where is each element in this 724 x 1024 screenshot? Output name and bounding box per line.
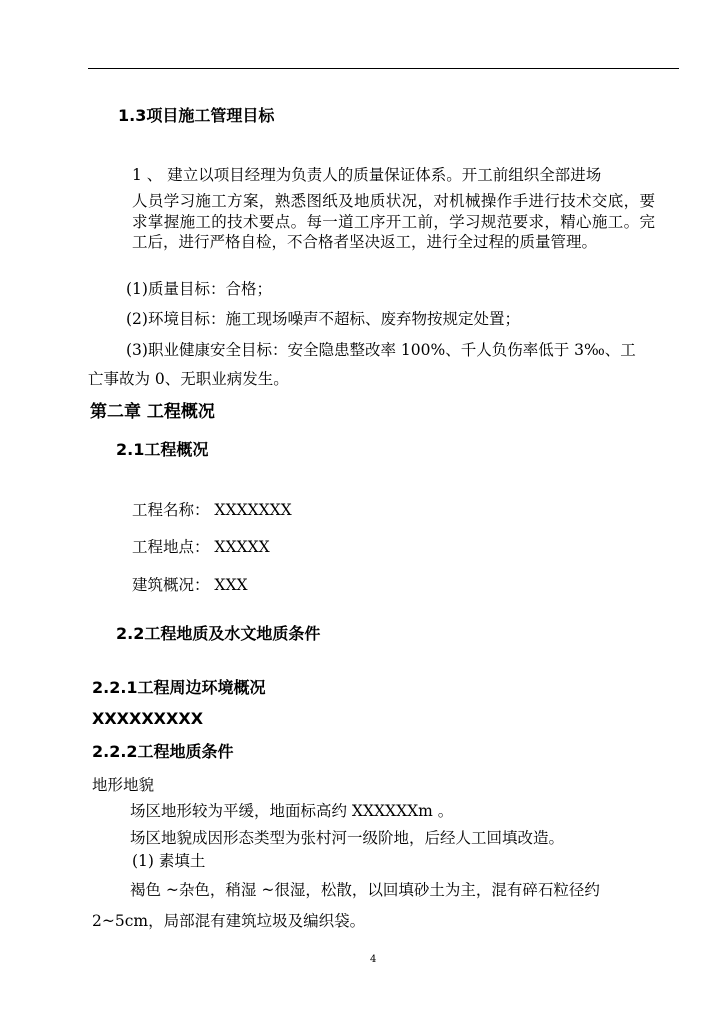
fill-soil-line2: 2~5cm，局部混有建筑垃圾及编织袋。 bbox=[92, 912, 366, 930]
section-heading-1-3: 1.3项目施工管理目标 bbox=[118, 106, 275, 125]
project-name: 工程名称： XXXXXXX bbox=[132, 501, 292, 519]
health-goal-line1: (3)职业健康安全目标：安全隐患整改率 100%、千人负伤率低于 3‰、工 bbox=[126, 341, 636, 359]
header-rule bbox=[88, 68, 679, 69]
project-location: 工程地点： XXXXX bbox=[132, 538, 270, 556]
section-heading-2-1: 2.1工程概况 bbox=[116, 440, 209, 459]
item1-first-line: 1 、 建立以项目经理为负责人的质量保证体系。开工前组织全部进场 bbox=[132, 166, 602, 184]
health-goal-line2: 亡事故为 0、无职业病发生。 bbox=[88, 370, 289, 388]
environment-goal: (2)环境目标：施工现场噪声不超标、废弃物按规定处置； bbox=[126, 310, 520, 328]
quality-goal: (1)质量目标：合格； bbox=[126, 280, 272, 298]
item1-paragraph: 人员学习施工方案，熟悉图纸及地质状况，对机械操作手进行技术交底，要求掌握施工的技术要点。每一道工序开工前，学习规范要求，精心施工。完工后，进行严格自检，不合格者坚决返工，进行全过程的质量管理。 bbox=[132, 192, 655, 251]
page-number: 4 bbox=[370, 954, 377, 965]
section-heading-2-2-1: 2.2.1工程周边环境概况 bbox=[92, 678, 266, 697]
environment-value: XXXXXXXXX bbox=[92, 709, 204, 728]
section-heading-2-2: 2.2工程地质及水文地质条件 bbox=[116, 624, 321, 643]
terrain-line2: 场区地貌成因形态类型为张村河一级阶地，后经人工回填改造。 bbox=[130, 829, 565, 847]
chapter-2-heading: 第二章 工程概况 bbox=[90, 402, 215, 422]
section-heading-2-2-2: 2.2.2工程地质条件 bbox=[92, 742, 234, 761]
terrain-heading: 地形地貌 bbox=[92, 776, 155, 794]
building-overview: 建筑概况： XXX bbox=[132, 576, 248, 594]
fill-soil-heading: (1) 素填土 bbox=[132, 852, 206, 870]
terrain-line1: 场区地形较为平缓，地面标高约 XXXXXXm 。 bbox=[130, 802, 454, 820]
fill-soil-line1: 褐色 ~杂色，稍湿 ~很湿，松散，以回填砂土为主，混有碎石粒径约 bbox=[130, 881, 600, 899]
